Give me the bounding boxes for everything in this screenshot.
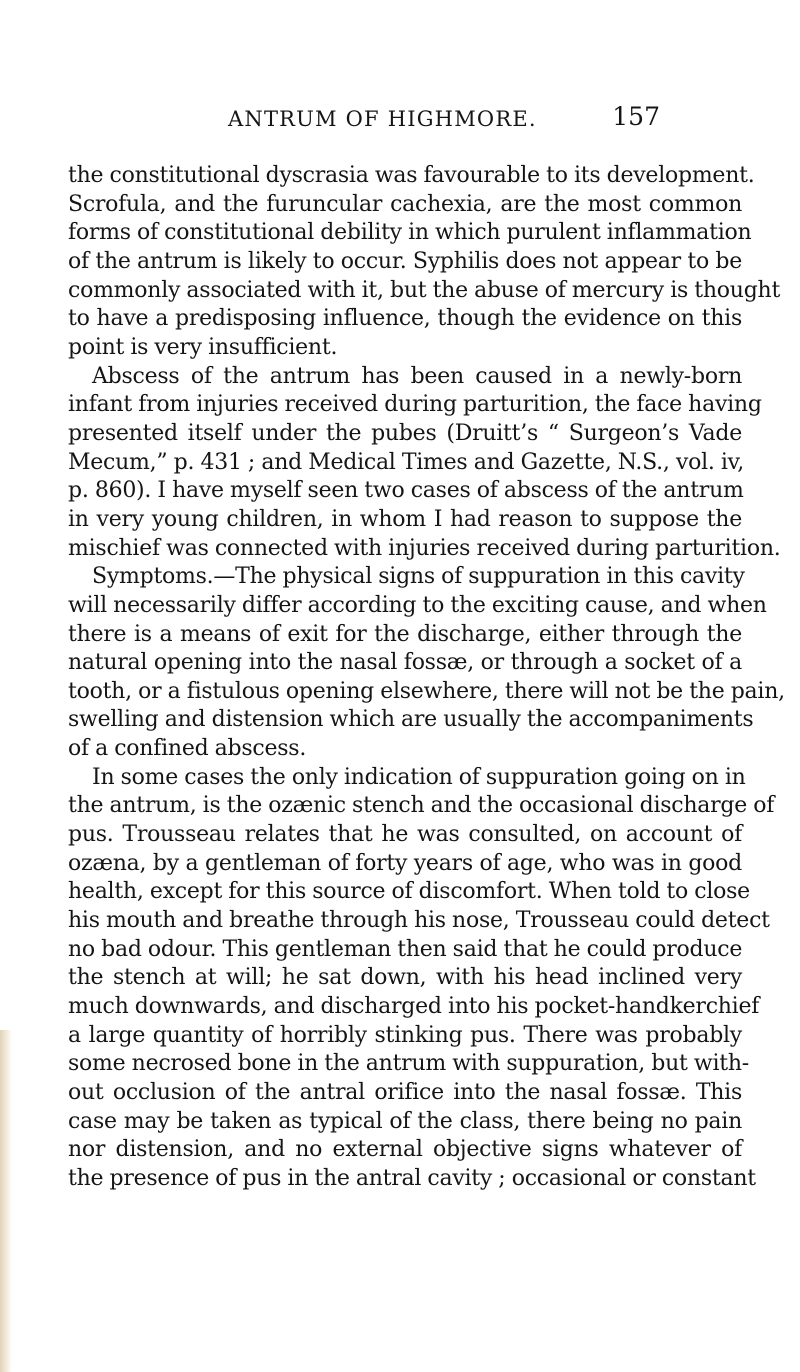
text-line: Mecum,” p. 431 ; and Medical Times and Gazette, N.S., vol. iv, (68, 449, 744, 475)
text-line: Scrofula, and the furuncular cachexia, are the most common (68, 191, 742, 217)
text-line: the antrum, is the ozænic stench and the occasional discharge of (68, 793, 775, 819)
text-line: pus. Trousseau relates that he was consulted, on account of (68, 822, 742, 848)
text-line: in very young children, in whom I had reason to suppose the (68, 506, 742, 532)
text-line: commonly associated with it, but the abuse of mercury is thought (68, 277, 781, 303)
text-line: nor distension, and no external objective signs whatever of (68, 1137, 742, 1163)
text-line: no bad odour. This gentleman then said that he could produce (68, 936, 743, 962)
text-line: out occlusion of the antral orifice into the nasal fossæ. This (68, 1080, 742, 1105)
paragraph-end-line: point is very insufficient. (68, 334, 338, 360)
text-line: health, except for this source of discomfort. When told to close (68, 879, 750, 905)
text-line: there is a means of exit for the discharge, either through the (68, 621, 742, 647)
text-line: much downwards, and discharged into his pocket-handkerchief (68, 994, 760, 1020)
text-line: forms of constitutional debility in which purulent inflammation (68, 220, 752, 246)
text-line: will necessarily differ according to the exciting cause, and when (68, 592, 767, 618)
scan-left-edge-shadow (0, 1030, 12, 1372)
body-text (68, 162, 785, 1194)
text-line: the stench at will; he sat down, with his head inclined very (68, 965, 742, 991)
text-line: ozæna, by a gentleman of forty years of age, who was in good (68, 850, 742, 876)
text-line: natural opening into the nasal fossæ, or through a socket of a (68, 650, 742, 676)
text-line: the constitutional dyscrasia was favourable to its development. (68, 163, 755, 188)
text-line: his mouth and breathe through his nose, Trousseau could detect (68, 908, 770, 934)
page-number: 157 (612, 102, 660, 131)
text-line: tooth, or a fistulous opening elsewhere, there will not be the pain, (68, 678, 785, 704)
text-line: p. 860). I have myself seen two cases of abscess of the antrum (68, 478, 744, 504)
text-line: presented itself under the pubes (Druitt’s “ Surgeon’s Vade (68, 420, 742, 446)
text-line: to have a predisposing influence, though the evidence on this (68, 306, 742, 332)
text-line: of the antrum is likely to occur. Syphilis does not appear to be (68, 248, 742, 274)
text-line: swelling and distension which are usually the accompaniments (68, 707, 754, 733)
paragraph-end-line: of a confined abscess. (68, 736, 307, 762)
paragraph-end-line: mischief was connected with injuries received during parturition. (68, 535, 781, 561)
text-line: a large quantity of horribly stinking pus. There was probably (68, 1022, 742, 1048)
paragraph-start-line: In some cases the only indication of suppuration going on in (92, 764, 746, 790)
paragraph-start-line: Symptoms.—The physical signs of suppuration in this cavity (92, 564, 745, 590)
paragraph-start-line: Abscess of the antrum has been caused in a newly-born (92, 363, 742, 389)
running-header (140, 102, 660, 136)
text-line: the presence of pus in the antral cavity ; occasional or constant (68, 1165, 756, 1191)
text-line: infant from injuries received during parturition, the face having (68, 392, 762, 418)
running-title: ANTRUM OF HIGHMORE. (228, 107, 537, 131)
text-line: case may be taken as typical of the class, there being no pain (68, 1108, 742, 1134)
text-line: some necrosed bone in the antrum with suppuration, but with- (68, 1051, 749, 1077)
